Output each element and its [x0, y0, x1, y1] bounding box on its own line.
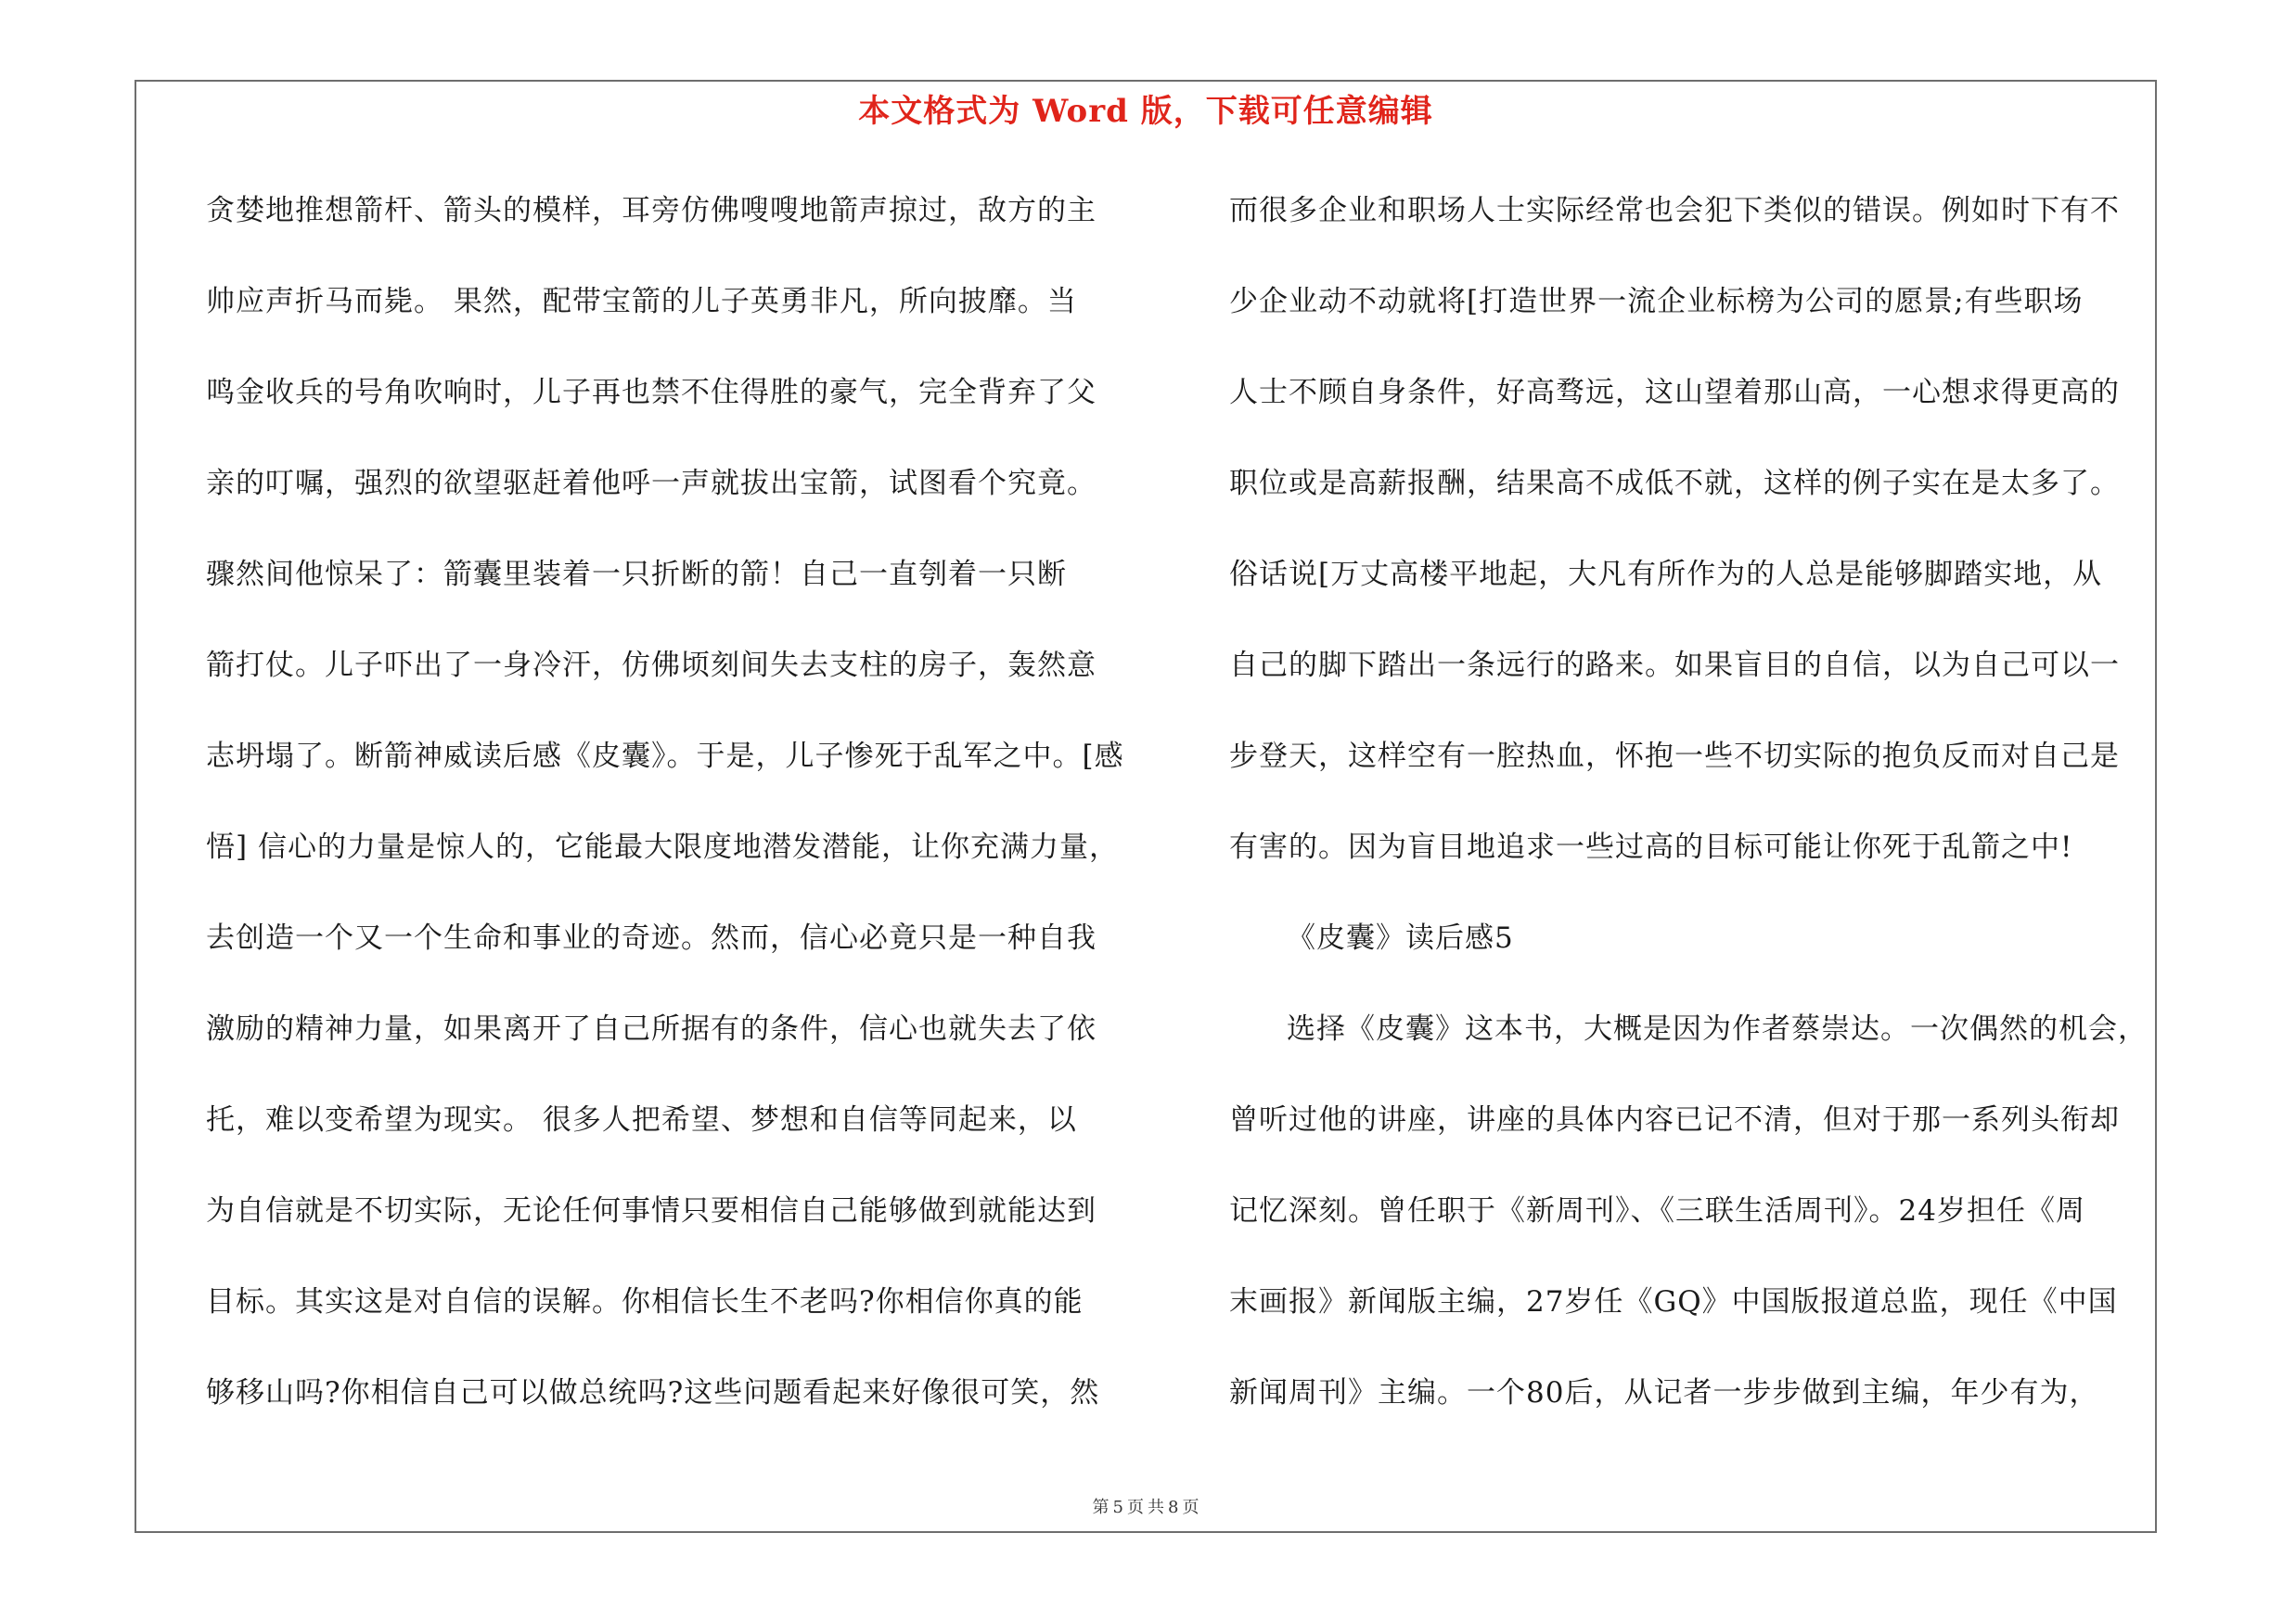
- text-line: 选择《皮囊》这本书，大概是因为作者蔡崇达。一次偶然的机会，: [1287, 1012, 2148, 1046]
- text-line: 少企业动不动就将[打造世界一流企业标榜为公司的愿景;有些职场: [1229, 285, 2084, 318]
- text-line: 志坍塌了。断箭神威读后感《皮囊》。于是，儿子惨死于乱军之中。[感: [206, 740, 1124, 773]
- text-line: 够移山吗?你相信自己可以做总统吗?这些问题看起来好像很可笑，然: [206, 1376, 1100, 1410]
- text-line: 人士不顾自身条件，好高骛远，这山望着那山高，一心想求得更高的: [1229, 376, 2120, 409]
- text-line: 而很多企业和职场人士实际经常也会犯下类似的错误。例如时下有不: [1229, 194, 2120, 227]
- right-text-column: [1229, 182, 2185, 1455]
- text-line: 有害的。因为盲目地追求一些过高的目标可能让你死于乱箭之中!: [1229, 831, 2073, 864]
- text-line: 为自信就是不切实际，无论任何事情只要相信自己能够做到就能达到: [206, 1194, 1097, 1228]
- text-line: 骤然间他惊呆了：箭囊里装着一只折断的箭！自己一直刳着一只断: [206, 558, 1067, 591]
- text-line: 去创造一个又一个生命和事业的奇迹。然而，信心必竟只是一种自我: [206, 921, 1097, 955]
- page-number-footer: [135, 1494, 2157, 1518]
- text-line: 曾听过他的讲座，讲座的具体内容已记不清，但对于那一系列头衔却: [1229, 1103, 2120, 1137]
- text-line: 悟] 信心的力量是惊人的，它能最大限度地潜发潜能，让你充满力量，: [206, 831, 1119, 864]
- text-line: 新闻周刊》主编。一个80后，从记者一步步做到主编，年少有为，: [1229, 1376, 2099, 1410]
- text-line: 自己的脚下踏出一条远行的路来。如果盲目的自信，以为自己可以一: [1229, 649, 2120, 682]
- text-line: 帅应声折马而毙。 果然，配带宝箭的儿子英勇非凡，所向披靡。当: [206, 285, 1077, 318]
- text-line: 末画报》新闻版主编，27岁任《GQ》中国版报道总监，现任《中国: [1229, 1285, 2118, 1319]
- footer-total-pages: 8: [1168, 1498, 1179, 1517]
- text-line: 贪婪地推想箭杆、箭头的模样，耳旁仿佛嗖嗖地箭声掠过，敌方的主: [206, 194, 1097, 227]
- text-line: 步登天，这样空有一腔热血，怀抱一些不切实际的抱负反而对自己是: [1229, 740, 2120, 773]
- text-line: 《皮囊》读后感5: [1287, 921, 1514, 955]
- text-line: 记忆深刻。曾任职于《新周刊》、《三联生活周刊》。24岁担任《周: [1229, 1194, 2085, 1228]
- footer-current-page: 5: [1112, 1498, 1123, 1517]
- footer-label-page: 页: [1127, 1498, 1144, 1517]
- text-line: 职位或是高薪报酬，结果高不成低不就，这样的例子实在是太多了。: [1229, 467, 2120, 500]
- text-line: 激励的精神力量，如果离开了自己所据有的条件，信心也就失去了依: [206, 1012, 1097, 1046]
- text-line: 目标。其实这是对自信的误解。你相信长生不老吗?你相信你真的能: [206, 1285, 1084, 1319]
- footer-label-total-suffix: 页: [1182, 1498, 1199, 1517]
- text-line: 亲的叮嘱，强烈的欲望驱赶着他呼一声就拔出宝箭，试图看个究竟。: [206, 467, 1097, 500]
- text-line: 箭打仗。儿子吓出了一身冷汗，仿佛顷刻间失去支柱的房子，轰然意: [206, 649, 1097, 682]
- text-line: 鸣金收兵的号角吹响时，儿子再也禁不住得胜的豪气，完全背弃了父: [206, 376, 1097, 409]
- text-line: 托，难以变希望为现实。 很多人把希望、梦想和自信等同起来，以: [206, 1103, 1077, 1137]
- left-text-column: [206, 182, 1161, 1455]
- format-notice-banner: 本文格式为 Word 版，下载可任意编辑: [858, 93, 1433, 130]
- footer-label-total-prefix: 共: [1148, 1498, 1164, 1517]
- footer-label-prefix: 第: [1092, 1498, 1110, 1517]
- text-line: 俗话说[万丈高楼平地起，大凡有所作为的人总是能够脚踏实地，从: [1229, 558, 2103, 591]
